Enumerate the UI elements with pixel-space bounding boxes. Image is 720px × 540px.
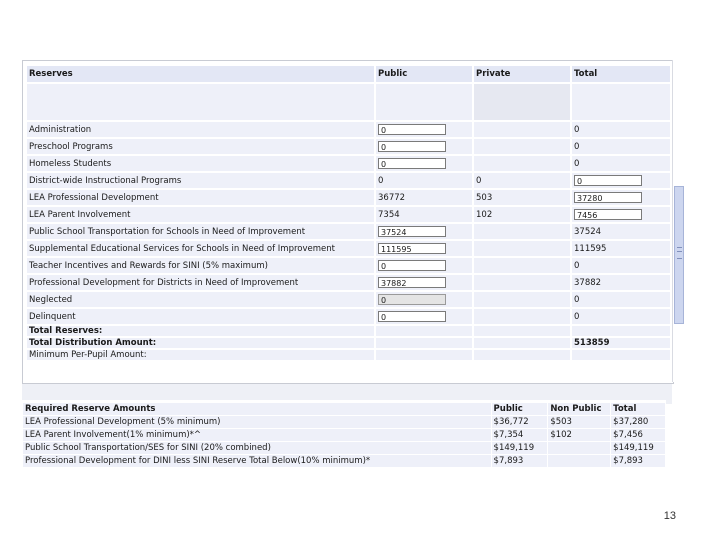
required-header-row <box>23 403 665 415</box>
public-cell: 7354 <box>376 207 472 222</box>
vertical-scrollbar[interactable] <box>672 60 685 382</box>
required-row <box>23 416 665 428</box>
private-header: Private <box>474 66 570 82</box>
total-cell: 0 <box>572 122 670 137</box>
private-cell <box>474 156 570 171</box>
reserve-label: Homeless Students <box>27 156 374 171</box>
reserve-label: LEA Professional Development <box>27 190 374 205</box>
required-total-header: Total <box>611 403 665 415</box>
reserve-label: Neglected <box>27 292 374 307</box>
required-row <box>23 455 665 467</box>
page-number: 13 <box>663 510 676 522</box>
minimum-per-pupil-row <box>27 350 670 360</box>
public-cell: 0 <box>376 173 472 188</box>
reserve-label: LEA Parent Involvement <box>27 207 374 222</box>
required-nonpublic-cell <box>548 442 610 454</box>
reserve-row <box>27 241 670 256</box>
public-input[interactable]: 37882 <box>378 277 446 288</box>
total-reserves-row-value <box>572 326 670 336</box>
public-cell: 36772 <box>376 190 472 205</box>
required-nonpublic-cell <box>548 455 610 467</box>
total-reserves-row <box>27 326 670 336</box>
reserve-label: Supplemental Educational Services for Schools in Need of Improvement <box>27 241 374 256</box>
total-cell: 37882 <box>572 275 670 290</box>
total-cell: 0 <box>572 292 670 307</box>
private-cell: 0 <box>474 173 570 188</box>
private-cell <box>474 275 570 290</box>
public-input[interactable]: 0 <box>378 260 446 271</box>
scrollbar-thumb[interactable] <box>674 186 684 324</box>
scrollbar-grip-icon <box>677 247 682 259</box>
reserves-header: Reserves <box>27 66 374 82</box>
required-label-cell: Professional Development for DINI less SINI Reserve Total Below(10% minimum)* <box>23 455 491 467</box>
required-row <box>23 429 665 441</box>
reserve-row <box>27 156 670 171</box>
required-public-cell: $36,772 <box>492 416 548 428</box>
total-distribution-row-label: Total Distribution Amount: <box>27 338 374 348</box>
required-public-cell: $7,354 <box>492 429 548 441</box>
reserve-label: Public School Transportation for Schools in Need of Improvement <box>27 224 374 239</box>
total-input[interactable]: 7456 <box>574 209 642 220</box>
public-input[interactable]: 0 <box>378 124 446 135</box>
private-cell: 102 <box>474 207 570 222</box>
required-public-cell: $7,893 <box>492 455 548 467</box>
reserves-panel <box>22 60 674 384</box>
required-public-cell: $149,119 <box>492 442 548 454</box>
private-cell <box>474 224 570 239</box>
private-cell <box>474 309 570 324</box>
reserve-label: Preschool Programs <box>27 139 374 154</box>
reserve-row <box>27 122 670 137</box>
reserves-blank-row <box>27 84 670 120</box>
total-distribution-row <box>27 338 670 348</box>
minimum-per-pupil-row-label: Minimum Per-Pupil Amount: <box>27 350 374 360</box>
required-total-cell: $149,119 <box>611 442 665 454</box>
reserve-row <box>27 258 670 273</box>
public-input[interactable]: 0 <box>378 158 446 169</box>
required-total-cell: $7,456 <box>611 429 665 441</box>
total-header: Total <box>572 66 670 82</box>
private-cell <box>474 139 570 154</box>
public-input[interactable]: 0 <box>378 294 446 305</box>
reserve-row <box>27 207 670 222</box>
reserve-label: District-wide Instructional Programs <box>27 173 374 188</box>
required-label-cell: LEA Professional Development (5% minimum) <box>23 416 491 428</box>
total-cell: 0 <box>572 309 670 324</box>
public-input[interactable]: 0 <box>378 141 446 152</box>
required-nonpublic-cell: $503 <box>548 416 610 428</box>
total-reserves-row-label: Total Reserves: <box>27 326 374 336</box>
total-input[interactable]: 0 <box>574 175 642 186</box>
total-cell: 0 <box>572 139 670 154</box>
reserve-label: Delinquent <box>27 309 374 324</box>
required-total-cell: $37,280 <box>611 416 665 428</box>
reserves-header-row <box>27 66 670 82</box>
private-cell <box>474 122 570 137</box>
total-cell: 0 <box>572 258 670 273</box>
reserve-row <box>27 190 670 205</box>
private-cell <box>474 241 570 256</box>
reserve-row <box>27 139 670 154</box>
reserve-row <box>27 309 670 324</box>
required-nonpublic-header: Non Public <box>548 403 610 415</box>
public-input[interactable]: 0 <box>378 311 446 322</box>
reserve-label: Administration <box>27 122 374 137</box>
required-header: Required Reserve Amounts <box>23 403 491 415</box>
reserve-row <box>27 292 670 307</box>
public-input[interactable]: 37524 <box>378 226 446 237</box>
total-cell: 37524 <box>572 224 670 239</box>
required-reserve-table <box>22 402 666 468</box>
reserve-row <box>27 224 670 239</box>
reserve-label: Teacher Incentives and Rewards for SINI (5% maximum) <box>27 258 374 273</box>
total-distribution-row-value: 513859 <box>572 338 670 348</box>
total-cell: 0 <box>572 156 670 171</box>
total-cell: 111595 <box>572 241 670 256</box>
required-label-cell: LEA Parent Involvement(1% minimum)*^ <box>23 429 491 441</box>
private-cell: 503 <box>474 190 570 205</box>
required-reserve-panel <box>22 400 666 476</box>
total-input[interactable]: 37280 <box>574 192 642 203</box>
reserve-row <box>27 173 670 188</box>
required-total-cell: $7,893 <box>611 455 665 467</box>
required-label-cell: Public School Transportation/SES for SINI (20% combined) <box>23 442 491 454</box>
reserve-row <box>27 275 670 290</box>
public-input[interactable]: 111595 <box>378 243 446 254</box>
required-nonpublic-cell: $102 <box>548 429 610 441</box>
minimum-per-pupil-row-value <box>572 350 670 360</box>
reserves-table <box>25 64 672 362</box>
public-header: Public <box>376 66 472 82</box>
private-cell <box>474 292 570 307</box>
private-cell <box>474 258 570 273</box>
reserve-label: Professional Development for Districts in Need of Improvement <box>27 275 374 290</box>
required-row <box>23 442 665 454</box>
required-public-header: Public <box>492 403 548 415</box>
